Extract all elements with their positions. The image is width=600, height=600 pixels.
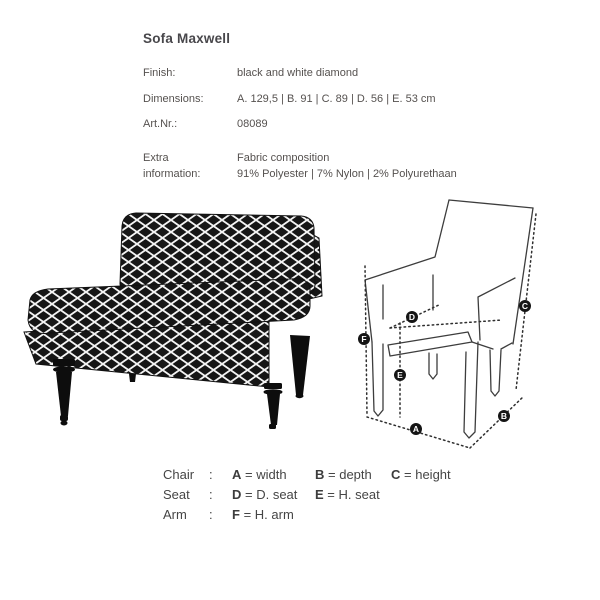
legend-row-arm [163, 507, 451, 527]
marker-d [406, 311, 418, 323]
dim-line-seat [390, 320, 502, 328]
legend-item-f: F = H. arm [232, 507, 294, 522]
sofa-product-image [18, 196, 324, 442]
sofa-front-right-leg [264, 383, 283, 429]
svg-text:D: D [408, 312, 416, 322]
dim-line-b [470, 396, 524, 448]
sofa-rear-right-leg [290, 335, 310, 395]
legend-colon: : [209, 487, 213, 502]
marker-e [394, 369, 406, 381]
marker-a [410, 423, 422, 435]
legend-item-d: D = D. seat [232, 487, 298, 502]
dimension-legend [163, 467, 451, 527]
marker-c [519, 300, 531, 312]
page-title: Sofa Maxwell [143, 31, 231, 46]
svg-text:C: C [521, 301, 529, 311]
chair-outline [365, 200, 533, 438]
artnr-value: 08089 [237, 118, 268, 130]
legend-colon: : [209, 507, 213, 522]
svg-text:B: B [500, 411, 508, 421]
legend-group-chair: Chair [163, 467, 195, 482]
legend-item-b: B = depth [315, 467, 372, 482]
legend-item-c: C = height [391, 467, 451, 482]
legend-group-arm: Arm [163, 507, 187, 522]
svg-text:E: E [397, 370, 403, 380]
extra-value: Fabric composition 91% Polyester | 7% Nylon | 2% Polyurethaan [237, 152, 457, 180]
legend-group-seat: Seat [163, 487, 190, 502]
dimensions-label: Dimensions: [143, 93, 204, 105]
chair-dimension-diagram [345, 192, 545, 454]
marker-b [498, 410, 510, 422]
legend-row-seat [163, 487, 451, 507]
legend-item-e: E = H. seat [315, 487, 380, 502]
finish-value: black and white diamond [237, 67, 359, 79]
sofa-front-left-leg [53, 359, 75, 426]
sofa-rear-right-foot [296, 394, 304, 398]
dimensions-value: A. 129,5 | B. 91 | C. 89 | D. 56 | E. 53 cm [237, 93, 436, 105]
finish-label: Finish: [143, 67, 176, 79]
svg-text:F: F [361, 334, 367, 344]
legend-colon: : [209, 467, 213, 482]
legend-row-chair [163, 467, 451, 487]
svg-text:A: A [412, 424, 420, 434]
legend-item-a: A = width [232, 467, 287, 482]
extra-label: Extra information: [143, 152, 201, 180]
artnr-label: Art.Nr.: [143, 118, 178, 130]
dimension-dotted-lines [365, 214, 536, 448]
marker-f [358, 333, 370, 345]
